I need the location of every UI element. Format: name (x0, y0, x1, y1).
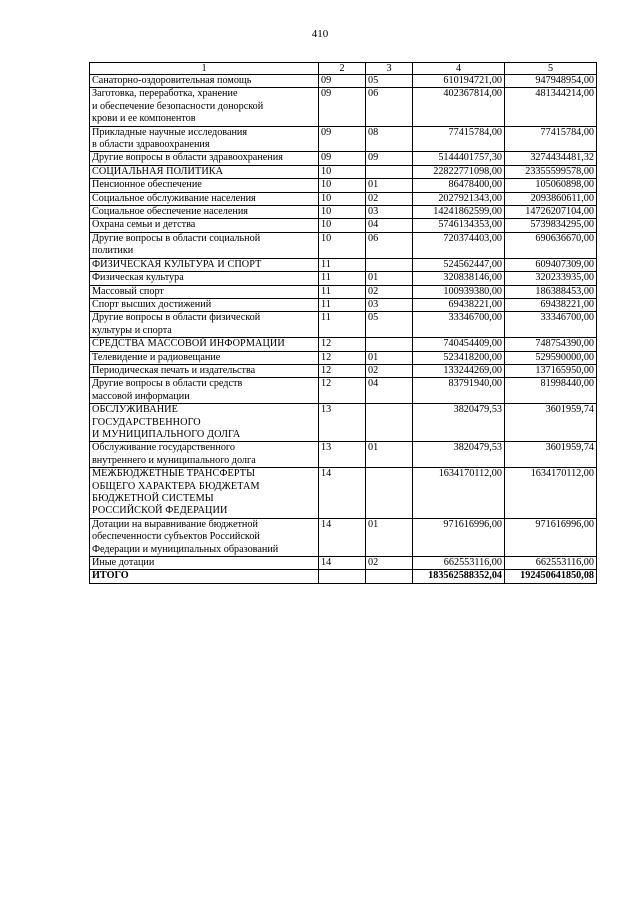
cell-subsection-code (366, 570, 413, 583)
section-row (90, 258, 597, 271)
column-header: 5 (505, 63, 597, 75)
table-row (90, 179, 597, 192)
cell-name: Пенсионное обеспечение (90, 179, 319, 192)
cell-section-code: 11 (319, 258, 366, 271)
table-row (90, 364, 597, 377)
section-row (90, 165, 597, 178)
cell-subsection-code: 02 (366, 557, 413, 570)
cell-amount-col4: 662553116,00 (413, 557, 505, 570)
cell-amount-col5: 481344214,00 (505, 88, 597, 126)
cell-name: Дотации на выравнивание бюджетной обеспеченности субъектов Российской Федерации и муниципальных образований (90, 518, 319, 556)
cell-section-code: 14 (319, 557, 366, 570)
cell-section-code: 09 (319, 152, 366, 165)
cell-amount-col4: 14241862599,00 (413, 206, 505, 219)
cell-amount-col4: 5144401757,30 (413, 152, 505, 165)
cell-amount-col4: 100939380,00 (413, 285, 505, 298)
cell-subsection-code: 06 (366, 232, 413, 258)
cell-subsection-code: 05 (366, 312, 413, 338)
cell-amount-col4: 320838146,00 (413, 272, 505, 285)
cell-name: Прикладные научные исследования в области здравоохранения (90, 126, 319, 152)
cell-name: Другие вопросы в области физической культуры и спорта (90, 312, 319, 338)
cell-amount-col4: 524562447,00 (413, 258, 505, 271)
cell-section-code: 10 (319, 179, 366, 192)
cell-subsection-code: 01 (366, 351, 413, 364)
cell-amount-col4: 77415784,00 (413, 126, 505, 152)
table-row (90, 192, 597, 205)
cell-subsection-code: 04 (366, 219, 413, 232)
cell-name: Заготовка, переработка, хранение и обеспечение безопасности донорской крови и ее компонентов (90, 88, 319, 126)
cell-subsection-code: 06 (366, 88, 413, 126)
cell-amount-col5: 1634170112,00 (505, 468, 597, 519)
table-body (90, 75, 597, 584)
cell-amount-col5: 2093860611,00 (505, 192, 597, 205)
cell-section-code: 11 (319, 298, 366, 311)
cell-name: СРЕДСТВА МАССОВОЙ ИНФОРМАЦИИ (90, 338, 319, 351)
cell-subsection-code: 02 (366, 364, 413, 377)
cell-amount-col5: 662553116,00 (505, 557, 597, 570)
cell-amount-col5: 971616996,00 (505, 518, 597, 556)
cell-section-code: 11 (319, 312, 366, 338)
section-row (90, 404, 597, 442)
cell-subsection-code: 05 (366, 75, 413, 88)
cell-amount-col4: 86478400,00 (413, 179, 505, 192)
cell-subsection-code (366, 258, 413, 271)
cell-section-code: 10 (319, 192, 366, 205)
cell-subsection-code: 04 (366, 378, 413, 404)
table-row (90, 206, 597, 219)
cell-subsection-code: 09 (366, 152, 413, 165)
cell-subsection-code (366, 468, 413, 519)
cell-subsection-code: 01 (366, 518, 413, 556)
cell-name: ОБСЛУЖИВАНИЕ ГОСУДАРСТВЕННОГО И МУНИЦИПАЛЬНОГО ДОЛГА (90, 404, 319, 442)
cell-name: Социальное обслуживание населения (90, 192, 319, 205)
table-header-row (90, 63, 597, 75)
cell-amount-col5: 3601959,74 (505, 442, 597, 468)
cell-amount-col5: 529590000,00 (505, 351, 597, 364)
cell-amount-col4: 523418200,00 (413, 351, 505, 364)
cell-amount-col5: 690636670,00 (505, 232, 597, 258)
cell-section-code: 09 (319, 126, 366, 152)
cell-amount-col5: 320233935,00 (505, 272, 597, 285)
column-header: 4 (413, 63, 505, 75)
cell-amount-col5: 5739834295,00 (505, 219, 597, 232)
column-header: 2 (319, 63, 366, 75)
cell-subsection-code: 01 (366, 272, 413, 285)
cell-subsection-code: 02 (366, 192, 413, 205)
section-row (90, 338, 597, 351)
cell-amount-col5: 105060898,00 (505, 179, 597, 192)
table-row (90, 351, 597, 364)
cell-subsection-code: 03 (366, 298, 413, 311)
cell-amount-col4: 971616996,00 (413, 518, 505, 556)
cell-name: Санаторно-оздоровительная помощь (90, 75, 319, 88)
cell-section-code: 13 (319, 442, 366, 468)
cell-section-code: 11 (319, 285, 366, 298)
cell-name: Другие вопросы в области средств массовой информации (90, 378, 319, 404)
cell-amount-col4: 22822771098,00 (413, 165, 505, 178)
cell-amount-col5: 947948954,00 (505, 75, 597, 88)
cell-amount-col4: 33346700,00 (413, 312, 505, 338)
cell-amount-col5: 81998440,00 (505, 378, 597, 404)
cell-section-code: 12 (319, 338, 366, 351)
cell-amount-col5: 33346700,00 (505, 312, 597, 338)
cell-name: Периодическая печать и издательства (90, 364, 319, 377)
cell-section-code: 11 (319, 272, 366, 285)
table-row (90, 518, 597, 556)
table-row (90, 219, 597, 232)
cell-amount-col5: 69438221,00 (505, 298, 597, 311)
cell-amount-col4: 183562588352,04 (413, 570, 505, 583)
cell-amount-col5: 186388453,00 (505, 285, 597, 298)
cell-subsection-code: 01 (366, 179, 413, 192)
cell-subsection-code (366, 165, 413, 178)
table-row (90, 442, 597, 468)
cell-name: Обслуживание государственного внутреннего и муниципального долга (90, 442, 319, 468)
table-row (90, 557, 597, 570)
page-number: 410 (311, 28, 329, 40)
cell-amount-col4: 402367814,00 (413, 88, 505, 126)
cell-subsection-code: 03 (366, 206, 413, 219)
table-row (90, 88, 597, 126)
cell-amount-col4: 69438221,00 (413, 298, 505, 311)
table-row (90, 152, 597, 165)
table-row (90, 75, 597, 88)
cell-section-code: 10 (319, 206, 366, 219)
cell-amount-col5: 3601959,74 (505, 404, 597, 442)
cell-section-code: 09 (319, 75, 366, 88)
cell-section-code: 12 (319, 351, 366, 364)
cell-section-code: 10 (319, 232, 366, 258)
cell-section-code: 10 (319, 219, 366, 232)
section-row (90, 468, 597, 519)
cell-name: Социальное обеспечение населения (90, 206, 319, 219)
cell-section-code: 14 (319, 518, 366, 556)
table-row (90, 298, 597, 311)
cell-amount-col5: 14726207104,00 (505, 206, 597, 219)
cell-subsection-code (366, 404, 413, 442)
cell-subsection-code: 02 (366, 285, 413, 298)
table-row (90, 232, 597, 258)
table-row (90, 312, 597, 338)
cell-amount-col5: 192450641850,08 (505, 570, 597, 583)
cell-amount-col5: 3274434481,32 (505, 152, 597, 165)
table-row (90, 285, 597, 298)
total-row (90, 570, 597, 583)
cell-amount-col5: 23355599578,00 (505, 165, 597, 178)
column-header: 3 (366, 63, 413, 75)
cell-subsection-code: 01 (366, 442, 413, 468)
cell-section-code: 13 (319, 404, 366, 442)
table-row (90, 272, 597, 285)
cell-amount-col4: 3820479,53 (413, 404, 505, 442)
cell-section-code: 10 (319, 165, 366, 178)
budget-table (89, 62, 597, 584)
cell-name: Иные дотации (90, 557, 319, 570)
cell-amount-col4: 720374403,00 (413, 232, 505, 258)
cell-section-code (319, 570, 366, 583)
cell-amount-col5: 137165950,00 (505, 364, 597, 377)
cell-name: Спорт высших достижений (90, 298, 319, 311)
column-header: 1 (90, 63, 319, 75)
cell-amount-col4: 2027921343,00 (413, 192, 505, 205)
cell-name: Охрана семьи и детства (90, 219, 319, 232)
cell-name: Массовый спорт (90, 285, 319, 298)
cell-section-code: 12 (319, 364, 366, 377)
cell-subsection-code: 08 (366, 126, 413, 152)
table-row (90, 378, 597, 404)
cell-name: ФИЗИЧЕСКАЯ КУЛЬТУРА И СПОРТ (90, 258, 319, 271)
cell-name: МЕЖБЮДЖЕТНЫЕ ТРАНСФЕРТЫ ОБЩЕГО ХАРАКТЕРА БЮДЖЕТАМ БЮДЖЕТНОЙ СИСТЕМЫ РОССИЙСКОЙ ФЕДЕРАЦИИ (90, 468, 319, 519)
cell-amount-col5: 77415784,00 (505, 126, 597, 152)
cell-amount-col4: 740454409,00 (413, 338, 505, 351)
cell-amount-col4: 1634170112,00 (413, 468, 505, 519)
cell-name: Другие вопросы в области социальной политики (90, 232, 319, 258)
table-row (90, 126, 597, 152)
cell-name: Телевидение и радиовещание (90, 351, 319, 364)
cell-section-code: 09 (319, 88, 366, 126)
cell-amount-col4: 3820479,53 (413, 442, 505, 468)
cell-section-code: 14 (319, 468, 366, 519)
cell-amount-col4: 133244269,00 (413, 364, 505, 377)
cell-name: СОЦИАЛЬНАЯ ПОЛИТИКА (90, 165, 319, 178)
cell-name: Физическая культура (90, 272, 319, 285)
cell-name: ИТОГО (90, 570, 319, 583)
cell-amount-col4: 610194721,00 (413, 75, 505, 88)
cell-amount-col4: 5746134353,00 (413, 219, 505, 232)
cell-section-code: 12 (319, 378, 366, 404)
cell-amount-col5: 748754390,00 (505, 338, 597, 351)
cell-amount-col5: 609407309,00 (505, 258, 597, 271)
cell-amount-col4: 83791940,00 (413, 378, 505, 404)
cell-subsection-code (366, 338, 413, 351)
cell-name: Другие вопросы в области здравоохранения (90, 152, 319, 165)
